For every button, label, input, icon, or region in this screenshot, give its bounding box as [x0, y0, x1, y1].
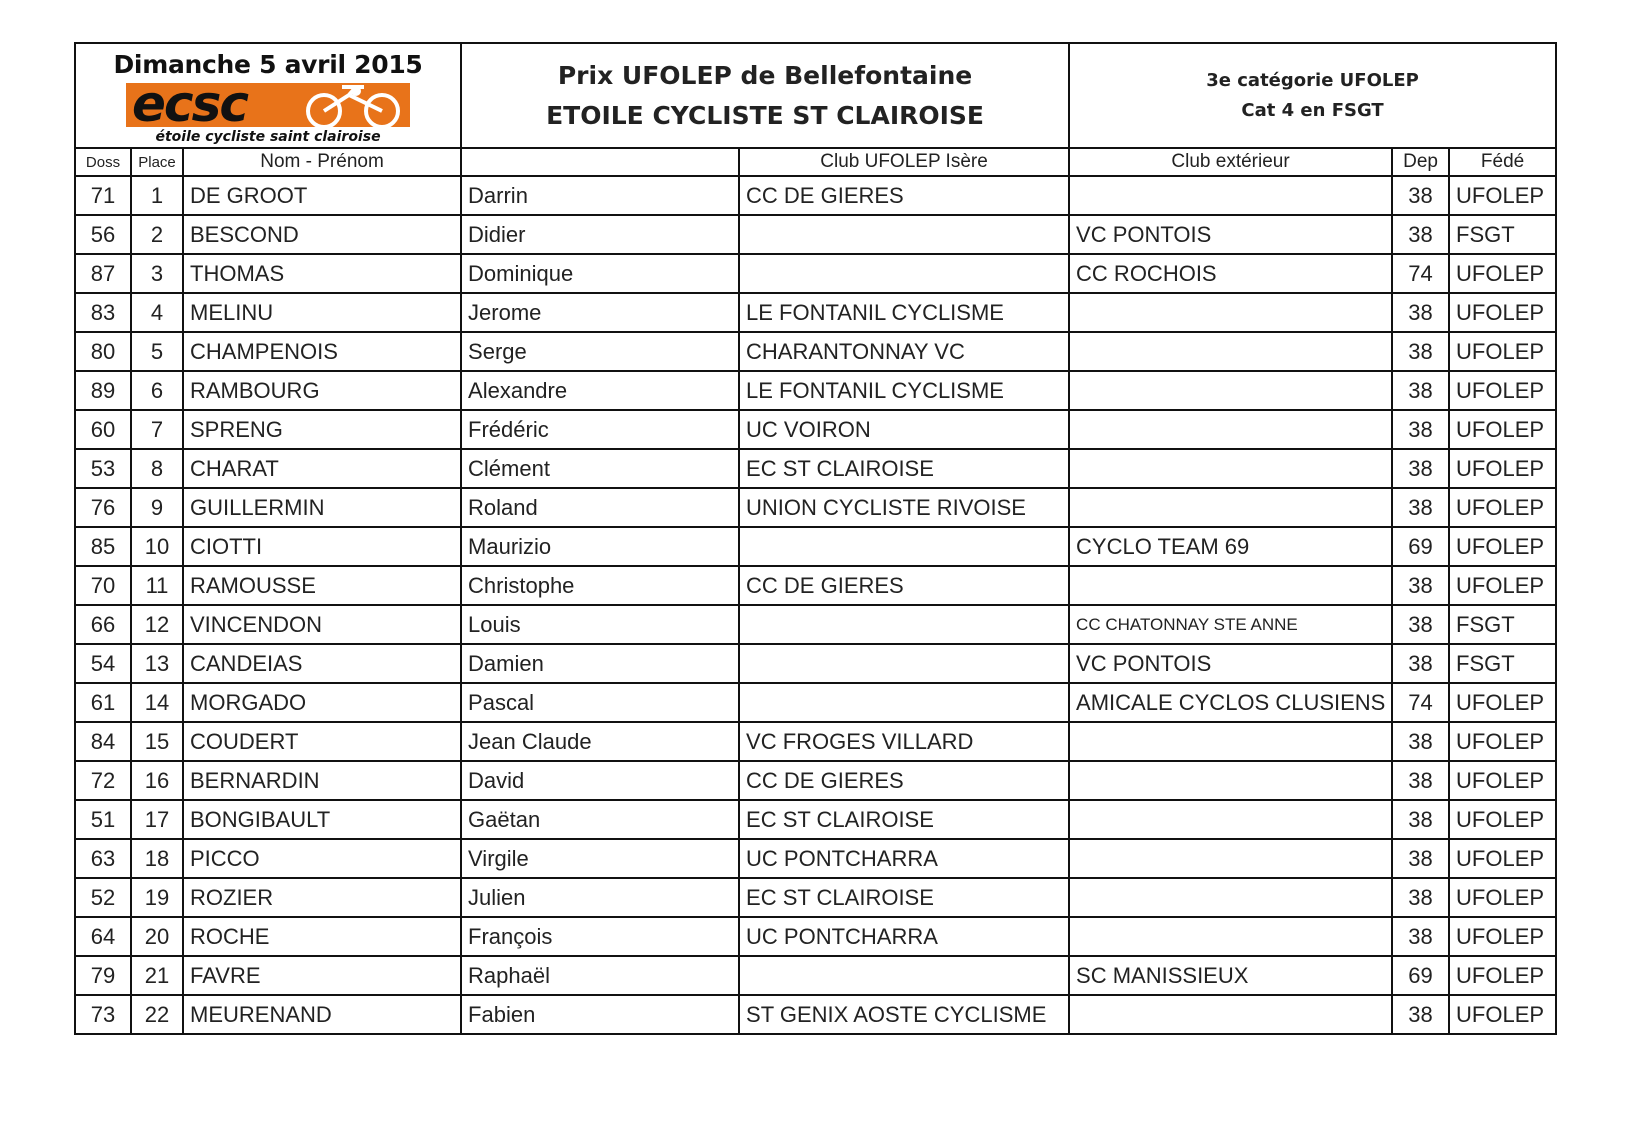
table-row — [75, 956, 1556, 995]
cell-place: 16 — [131, 761, 183, 800]
cell-club-isere: CC DE GIERES — [739, 761, 1069, 800]
cell-prenom: Maurizio — [461, 527, 739, 566]
col-club-isere: Club UFOLEP Isère — [739, 148, 1069, 176]
cell-nom: CANDEIAS — [183, 644, 461, 683]
col-fede: Fédé — [1449, 148, 1556, 176]
column-header-row — [75, 148, 1556, 176]
cell-nom: MEURENAND — [183, 995, 461, 1034]
category-ufolep: 3e catégorie UFOLEP — [1206, 69, 1419, 91]
cell-place: 13 — [131, 644, 183, 683]
cell-club-ext — [1069, 722, 1392, 761]
cell-dep: 38 — [1392, 761, 1449, 800]
cell-prenom: Frédéric — [461, 410, 739, 449]
cell-club-isere: EC ST CLAIROISE — [739, 449, 1069, 488]
cell-doss: 85 — [75, 527, 131, 566]
table-row — [75, 254, 1556, 293]
cell-dep: 38 — [1392, 800, 1449, 839]
logo-cell — [75, 43, 461, 148]
cell-club-ext: SC MANISSIEUX — [1069, 956, 1392, 995]
col-prenom — [461, 148, 739, 176]
cell-club-ext — [1069, 410, 1392, 449]
cell-prenom: Serge — [461, 332, 739, 371]
cell-dep: 69 — [1392, 956, 1449, 995]
table-row — [75, 293, 1556, 332]
cell-club-ext — [1069, 878, 1392, 917]
cell-club-ext: AMICALE CYCLOS CLUSIENS — [1069, 683, 1392, 722]
cell-fede: UFOLEP — [1449, 956, 1556, 995]
cell-nom: MORGADO — [183, 683, 461, 722]
cell-nom: RAMOUSSE — [183, 566, 461, 605]
cell-place: 2 — [131, 215, 183, 254]
cell-doss: 53 — [75, 449, 131, 488]
cell-fede: UFOLEP — [1449, 527, 1556, 566]
cell-nom: DE GROOT — [183, 176, 461, 215]
cell-club-isere: CC DE GIERES — [739, 566, 1069, 605]
col-place: Place — [131, 148, 183, 176]
cell-place: 15 — [131, 722, 183, 761]
cell-dep: 38 — [1392, 878, 1449, 917]
cell-place: 10 — [131, 527, 183, 566]
cell-club-isere — [739, 215, 1069, 254]
cell-club-isere — [739, 956, 1069, 995]
cell-club-isere: CHARANTONNAY VC — [739, 332, 1069, 371]
cell-doss: 56 — [75, 215, 131, 254]
cell-nom: ROCHE — [183, 917, 461, 956]
table-row — [75, 566, 1556, 605]
table-row — [75, 215, 1556, 254]
cell-prenom: François — [461, 917, 739, 956]
cell-prenom: Raphaël — [461, 956, 739, 995]
cell-fede: UFOLEP — [1449, 995, 1556, 1034]
cell-nom: GUILLERMIN — [183, 488, 461, 527]
cell-club-ext — [1069, 449, 1392, 488]
cell-place: 7 — [131, 410, 183, 449]
cell-club-ext — [1069, 839, 1392, 878]
cell-club-ext — [1069, 995, 1392, 1034]
cell-dep: 38 — [1392, 449, 1449, 488]
header-row — [75, 43, 1556, 148]
cell-club-ext — [1069, 800, 1392, 839]
table-row — [75, 800, 1556, 839]
cell-doss: 87 — [75, 254, 131, 293]
cell-nom: SPRENG — [183, 410, 461, 449]
cell-prenom: Jerome — [461, 293, 739, 332]
cell-place: 4 — [131, 293, 183, 332]
cell-fede: UFOLEP — [1449, 371, 1556, 410]
cell-doss: 83 — [75, 293, 131, 332]
cell-prenom: Didier — [461, 215, 739, 254]
cell-dep: 38 — [1392, 722, 1449, 761]
cell-club-ext — [1069, 917, 1392, 956]
cell-club-ext — [1069, 566, 1392, 605]
cell-club-isere: VC FROGES VILLARD — [739, 722, 1069, 761]
cell-prenom: Louis — [461, 605, 739, 644]
cell-prenom: David — [461, 761, 739, 800]
cell-fede: UFOLEP — [1449, 449, 1556, 488]
cell-club-ext — [1069, 332, 1392, 371]
cell-dep: 74 — [1392, 683, 1449, 722]
cell-club-isere — [739, 644, 1069, 683]
cell-dep: 38 — [1392, 566, 1449, 605]
event-date: Dimanche 5 avril 2015 — [113, 50, 423, 79]
cell-prenom: Darrin — [461, 176, 739, 215]
cell-doss: 64 — [75, 917, 131, 956]
col-club-ext: Club extérieur — [1069, 148, 1392, 176]
cell-doss: 89 — [75, 371, 131, 410]
cell-nom: BESCOND — [183, 215, 461, 254]
cell-prenom: Roland — [461, 488, 739, 527]
cell-prenom: Jean Claude — [461, 722, 739, 761]
cell-fede: UFOLEP — [1449, 488, 1556, 527]
table-row — [75, 410, 1556, 449]
cell-fede: UFOLEP — [1449, 722, 1556, 761]
cell-club-ext: VC PONTOIS — [1069, 215, 1392, 254]
cell-dep: 38 — [1392, 293, 1449, 332]
cell-doss: 80 — [75, 332, 131, 371]
cell-place: 21 — [131, 956, 183, 995]
cell-doss: 70 — [75, 566, 131, 605]
cell-nom: COUDERT — [183, 722, 461, 761]
cell-doss: 66 — [75, 605, 131, 644]
cell-place: 3 — [131, 254, 183, 293]
cell-club-isere — [739, 527, 1069, 566]
cell-dep: 38 — [1392, 371, 1449, 410]
category-fsgt: Cat 4 en FSGT — [1241, 99, 1384, 121]
cell-doss: 72 — [75, 761, 131, 800]
cell-place: 5 — [131, 332, 183, 371]
cell-club-isere: UNION CYCLISTE RIVOISE — [739, 488, 1069, 527]
cell-fede: UFOLEP — [1449, 176, 1556, 215]
organizer-name: ETOILE CYCLISTE ST CLAIROISE — [546, 100, 985, 130]
cell-fede: UFOLEP — [1449, 761, 1556, 800]
cell-club-isere: LE FONTANIL CYCLISME — [739, 371, 1069, 410]
cell-dep: 38 — [1392, 488, 1449, 527]
cell-club-isere: ST GENIX AOSTE CYCLISME — [739, 995, 1069, 1034]
col-dep: Dep — [1392, 148, 1449, 176]
table-row — [75, 449, 1556, 488]
cell-doss: 71 — [75, 176, 131, 215]
table-row — [75, 605, 1556, 644]
cell-fede: FSGT — [1449, 605, 1556, 644]
cell-dep: 38 — [1392, 995, 1449, 1034]
cell-doss: 79 — [75, 956, 131, 995]
cell-club-isere: EC ST CLAIROISE — [739, 878, 1069, 917]
cell-prenom: Damien — [461, 644, 739, 683]
cell-doss: 60 — [75, 410, 131, 449]
cell-club-isere: UC PONTCHARRA — [739, 839, 1069, 878]
cell-place: 1 — [131, 176, 183, 215]
cell-nom: MELINU — [183, 293, 461, 332]
table-row — [75, 995, 1556, 1034]
cell-club-ext — [1069, 176, 1392, 215]
cell-club-ext: CC ROCHOIS — [1069, 254, 1392, 293]
cell-nom: CHARAT — [183, 449, 461, 488]
cell-fede: UFOLEP — [1449, 566, 1556, 605]
cell-club-isere — [739, 605, 1069, 644]
cell-nom: THOMAS — [183, 254, 461, 293]
cell-place: 8 — [131, 449, 183, 488]
cell-doss: 73 — [75, 995, 131, 1034]
cell-fede: FSGT — [1449, 644, 1556, 683]
results-sheet — [74, 42, 1555, 1035]
club-logo — [118, 75, 418, 147]
cell-doss: 84 — [75, 722, 131, 761]
cell-club-isere: LE FONTANIL CYCLISME — [739, 293, 1069, 332]
cell-fede: UFOLEP — [1449, 293, 1556, 332]
cell-place: 17 — [131, 800, 183, 839]
cell-place: 6 — [131, 371, 183, 410]
col-doss: Doss — [75, 148, 131, 176]
cell-fede: UFOLEP — [1449, 683, 1556, 722]
cell-doss: 63 — [75, 839, 131, 878]
table-row — [75, 761, 1556, 800]
cell-club-ext: CC CHATONNAY STE ANNE — [1069, 605, 1392, 644]
cell-nom: CIOTTI — [183, 527, 461, 566]
table-row — [75, 839, 1556, 878]
cell-fede: UFOLEP — [1449, 410, 1556, 449]
result-rows — [75, 176, 1556, 1034]
cell-nom: RAMBOURG — [183, 371, 461, 410]
cell-nom: ROZIER — [183, 878, 461, 917]
cell-club-isere — [739, 683, 1069, 722]
cell-club-ext: VC PONTOIS — [1069, 644, 1392, 683]
logo-letters: ecsc — [132, 75, 247, 133]
cell-doss: 61 — [75, 683, 131, 722]
cell-doss: 52 — [75, 878, 131, 917]
cell-prenom: Alexandre — [461, 371, 739, 410]
cell-club-isere: UC VOIRON — [739, 410, 1069, 449]
cell-club-ext — [1069, 371, 1392, 410]
cell-prenom: Dominique — [461, 254, 739, 293]
cell-dep: 38 — [1392, 917, 1449, 956]
cell-fede: UFOLEP — [1449, 878, 1556, 917]
cell-dep: 69 — [1392, 527, 1449, 566]
table-row — [75, 683, 1556, 722]
table-row — [75, 644, 1556, 683]
cell-nom: FAVRE — [183, 956, 461, 995]
cell-prenom: Pascal — [461, 683, 739, 722]
cell-place: 9 — [131, 488, 183, 527]
cell-club-isere: UC PONTCHARRA — [739, 917, 1069, 956]
table-row — [75, 527, 1556, 566]
table-row — [75, 722, 1556, 761]
cell-prenom: Gaëtan — [461, 800, 739, 839]
cell-place: 19 — [131, 878, 183, 917]
cell-dep: 38 — [1392, 605, 1449, 644]
cell-nom: CHAMPENOIS — [183, 332, 461, 371]
cell-dep: 38 — [1392, 332, 1449, 371]
table-row — [75, 917, 1556, 956]
cell-dep: 38 — [1392, 215, 1449, 254]
results-table — [74, 42, 1557, 1035]
cell-fede: UFOLEP — [1449, 917, 1556, 956]
cell-place: 22 — [131, 995, 183, 1034]
cell-club-isere: EC ST CLAIROISE — [739, 800, 1069, 839]
category-cell — [1069, 43, 1556, 148]
cell-prenom: Clément — [461, 449, 739, 488]
cell-dep: 74 — [1392, 254, 1449, 293]
cell-dep: 38 — [1392, 410, 1449, 449]
cell-fede: UFOLEP — [1449, 254, 1556, 293]
cell-nom: PICCO — [183, 839, 461, 878]
cell-doss: 51 — [75, 800, 131, 839]
table-row — [75, 332, 1556, 371]
cell-prenom: Christophe — [461, 566, 739, 605]
cell-club-ext — [1069, 488, 1392, 527]
cell-place: 20 — [131, 917, 183, 956]
event-title: Prix UFOLEP de Bellefontaine — [557, 60, 973, 90]
col-nom: Nom - Prénom — [183, 148, 461, 176]
table-row — [75, 878, 1556, 917]
logo-subtitle: étoile cycliste saint clairoise — [155, 129, 381, 145]
cell-prenom: Julien — [461, 878, 739, 917]
cell-nom: BERNARDIN — [183, 761, 461, 800]
cell-place: 18 — [131, 839, 183, 878]
cell-club-ext — [1069, 761, 1392, 800]
cell-dep: 38 — [1392, 176, 1449, 215]
cell-club-ext — [1069, 293, 1392, 332]
cyclist-icon — [294, 81, 414, 129]
table-row — [75, 371, 1556, 410]
cell-club-isere — [739, 254, 1069, 293]
cell-doss: 76 — [75, 488, 131, 527]
cell-fede: FSGT — [1449, 215, 1556, 254]
cell-place: 14 — [131, 683, 183, 722]
cell-club-isere: CC DE GIERES — [739, 176, 1069, 215]
table-row — [75, 488, 1556, 527]
cell-doss: 54 — [75, 644, 131, 683]
cell-dep: 38 — [1392, 839, 1449, 878]
cell-fede: UFOLEP — [1449, 800, 1556, 839]
cell-prenom: Fabien — [461, 995, 739, 1034]
cell-nom: BONGIBAULT — [183, 800, 461, 839]
cell-prenom: Virgile — [461, 839, 739, 878]
event-title-cell — [461, 43, 1069, 148]
cell-nom: VINCENDON — [183, 605, 461, 644]
table-row — [75, 176, 1556, 215]
cell-club-ext: CYCLO TEAM 69 — [1069, 527, 1392, 566]
cell-fede: UFOLEP — [1449, 332, 1556, 371]
cell-dep: 38 — [1392, 644, 1449, 683]
cell-place: 12 — [131, 605, 183, 644]
cell-place: 11 — [131, 566, 183, 605]
cell-fede: UFOLEP — [1449, 839, 1556, 878]
